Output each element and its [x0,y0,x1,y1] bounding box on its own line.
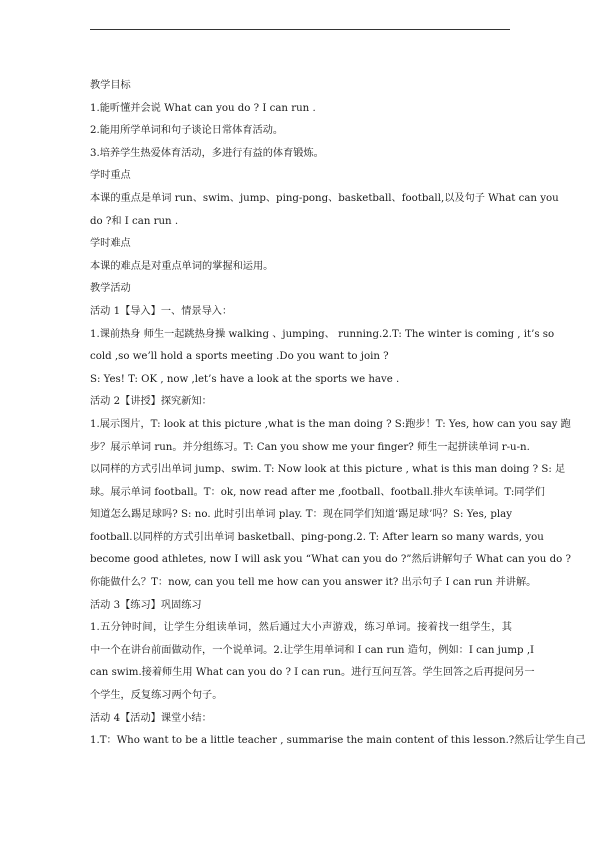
text-line: can swim.接着师生用 What can you do ? I can run。进行互问互答。学生回答之后再提问另一 [90,667,535,679]
text-line: 1.能听懂并会说 What can you do ? I can run . [90,102,316,114]
text-line: 1.T：Who want to be a little teacher , summarise the main content of this lesson.?然后让学生自己 [90,735,586,747]
header-rule [90,29,510,30]
text-line: become good athletes, now I will ask you “What can you do ?”然后讲解句子 What can you do ? [90,554,571,566]
text-line: 教学活动 [90,283,131,295]
text-line: 活动 4【活动】课堂小结： [90,712,212,724]
text-line: 学时难点 [90,238,131,250]
document-body [90,75,586,753]
text-line: 以同样的方式引出单词 jump、swim. T: Now look at this picture , what is this man doing ? S: 足 [90,464,566,476]
text-line: 个学生，反复练习两个句子。 [90,690,223,702]
text-line: cold ,so we’ll hold a sports meeting .Do you want to join ? [90,351,389,363]
text-line: 步？展示单词 run。并分组练习。T: Can you show me your finger? 师生一起拼读单词 r-u-n. [90,441,530,453]
text-line: 活动 1【导入】一、情景导入： [90,305,233,317]
text-line: 活动 2【讲授】探究新知： [90,396,212,408]
text-line: do ?和 I can run . [90,215,179,227]
text-line: 活动 3【练习】巩固练习 [90,599,202,611]
text-line: 你能做什么？T：now, can you tell me how can you answer it? 出示句子 I can run 并讲解。 [90,577,537,589]
text-line: 知道怎么踢足球吗? S: no. 此时引出单词 play. T：现在同学们知道‘踢足球’吗？S: Yes, play [90,509,512,521]
text-line: 本课的重点是单词 run、swim、jump、ping-pong、basketball、football,以及句子 What can you [90,192,559,204]
text-line: 2.能用所学单词和句子谈论日常体育活动。 [90,125,284,137]
text-line: 1.展示图片，T: look at this picture ,what is the man doing ? S:跑步！T: Yes, how can you say 跑 [90,418,571,430]
text-line: football.以同样的方式引出单词 basketball、ping-pong.2. T: After learn so many wards, you [90,531,544,543]
text-line: S: Yes! T: OK , now ,let’s have a look at the sports we have . [90,373,400,385]
text-line: 1.课前热身 师生一起跳热身操 walking 、jumping、 running.2.T: The winter is coming , it’s so [90,328,555,340]
text-line: 3.培养学生热爱体育活动，多进行有益的体育锻炼。 [90,147,324,159]
text-line: 球。展示单词 football。T：ok, now read after me ,football、football.排火车读单词。T:同学们 [90,486,545,498]
text-line: 本课的难点是对重点单词的掌握和运用。 [90,260,274,272]
text-line: 学时重点 [90,170,131,182]
text-line: 教学目标 [90,80,131,91]
text-line: 1.五分钟时间，让学生分组读单词，然后通过大小声游戏，练习单词。接着找一组学生，其 [90,622,512,634]
text-line: 中一个在讲台前面做动作，一个说单词。2.让学生用单词和 I can run 造句，例如：I can jump ,I [90,644,535,656]
